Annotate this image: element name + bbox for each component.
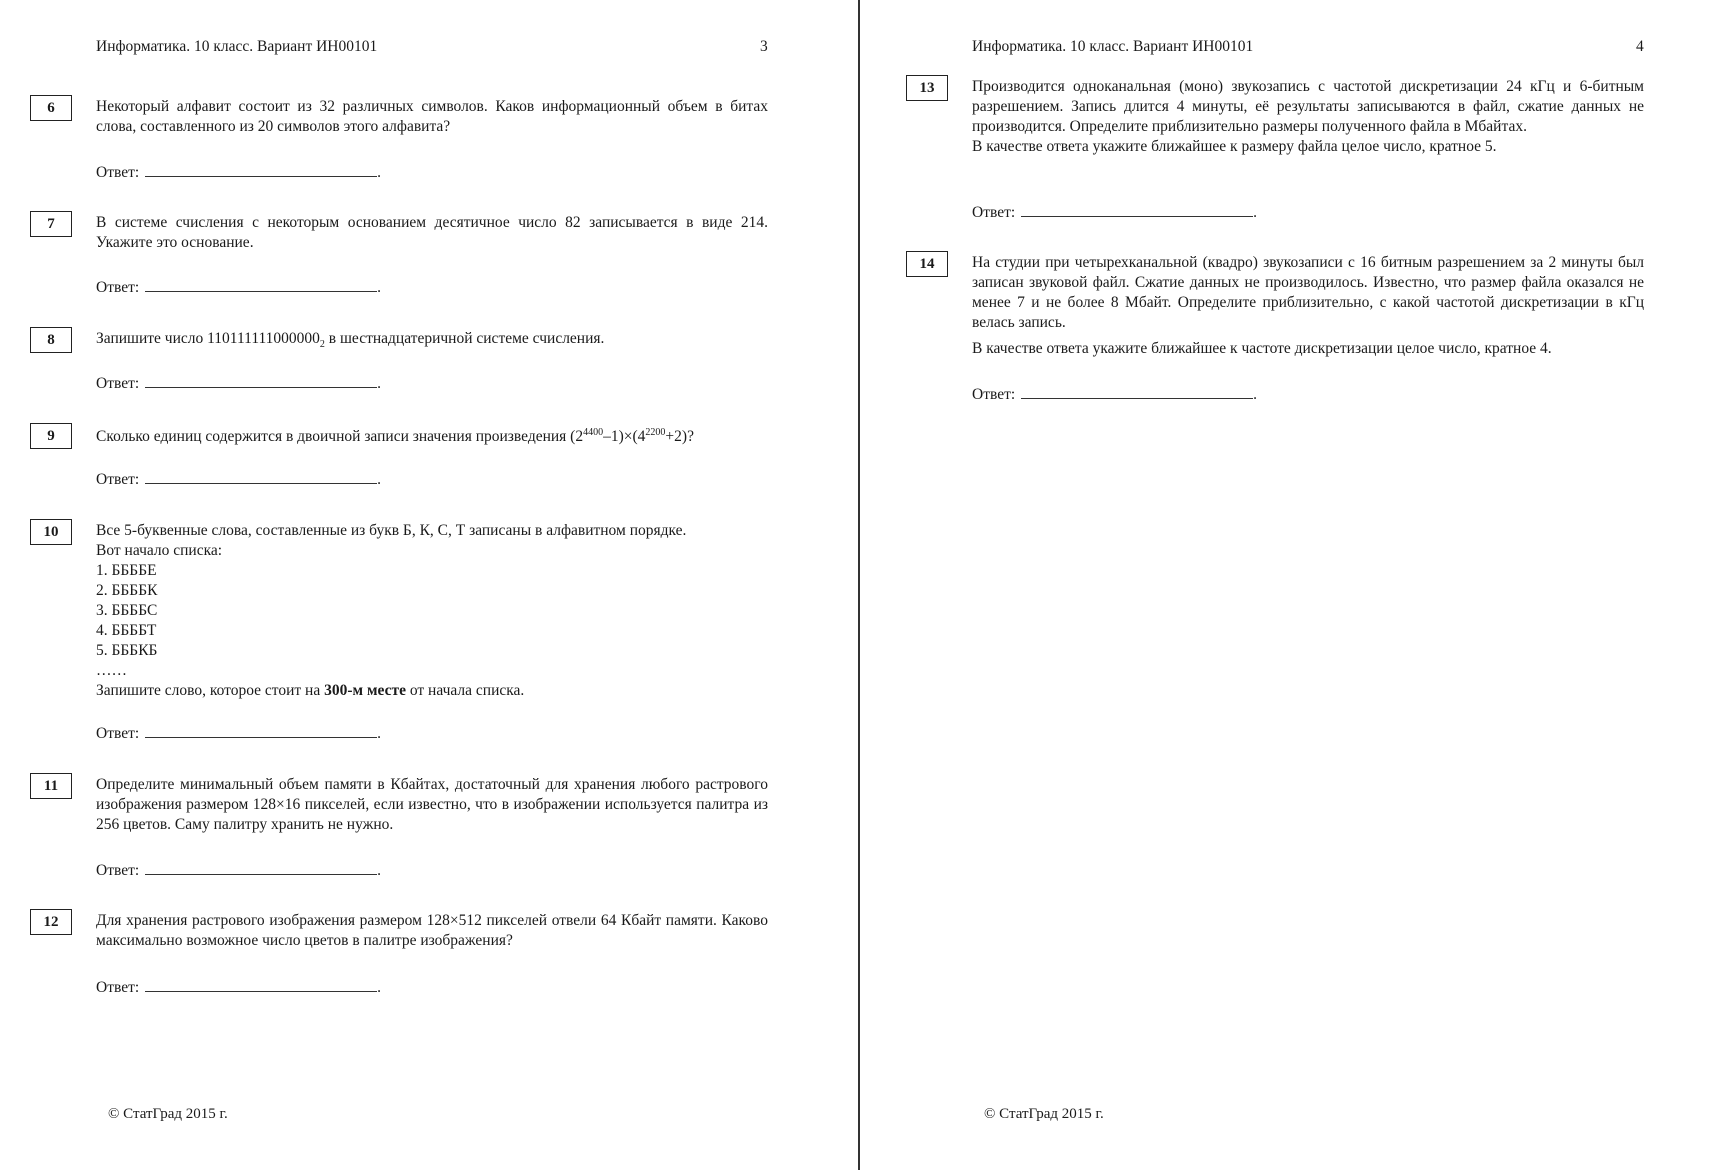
task-8-text: Запишите число $110111111000000_2$ в шестнадцатеричной системе счисления. (96, 330, 605, 351)
page-number: 3 (760, 38, 768, 55)
answer-row: Ответ: . (96, 862, 382, 879)
task-number: 7 (30, 211, 72, 237)
answer-row: Ответ: . (96, 164, 382, 181)
answer-label: Ответ: (972, 386, 1016, 403)
task-number: 6 (30, 95, 72, 121)
page-footer: © СтатГрад 2015 г. (984, 1106, 1104, 1122)
answer-field[interactable] (1021, 202, 1253, 217)
answer-row: Ответ: . (96, 725, 382, 742)
answer-field[interactable] (145, 162, 377, 177)
answer-field[interactable] (145, 723, 377, 738)
answer-row: Ответ: . (96, 375, 382, 392)
task-text (96, 213, 768, 253)
answer-field[interactable] (145, 373, 377, 388)
list-ellipsis: …… (96, 662, 127, 679)
task-number: 14 (906, 251, 948, 277)
answer-row: Ответ: . (96, 279, 382, 296)
answer-field[interactable] (145, 860, 377, 875)
task-13-text: Производится одноканальная (моно) звукозапись с частотой дискретизации 24 кГц и 6-битным разрешением. Запись длится 4 минуты, её результаты записываются в файл, сжатие данных не производится. Определите приблизительно размеры полученного файла в Мбайтах. (972, 78, 1644, 135)
task-number: 12 (30, 909, 72, 935)
list-item: 5. БББКБ (96, 642, 158, 659)
answer-row: Ответ: . (96, 471, 382, 488)
answer-label: Ответ: (96, 979, 140, 996)
answer-row: Ответ: . (972, 204, 1258, 221)
list-item: 3. ББББС (96, 602, 158, 619)
left-page (0, 0, 858, 1170)
page-number: 4 (1636, 38, 1644, 55)
task-number: 9 (30, 423, 72, 449)
list-item: 2. ББББК (96, 582, 158, 599)
answer-label: Ответ: (96, 375, 140, 392)
task-10-intro-2: Вот начало списка: (96, 542, 223, 559)
task-text (96, 521, 776, 701)
task-number: 8 (30, 327, 72, 353)
answer-field[interactable] (145, 977, 377, 992)
answer-label: Ответ: (96, 862, 140, 879)
task-text (972, 77, 1644, 157)
task-text (972, 253, 1644, 359)
list-item: 1. ББББЕ (96, 562, 157, 579)
task-14-text: На студии при четырехканальной (квадро) звукозаписи с 16 битным разрешением за 2 минуты был записан звуковой файл. Сжатие данных не производилось. Известно, что размер файла оказался не менее 7 и не более 8 Мбайт. Определите приблизительно, с какой частотой дискретизации в кГц велась запись. (972, 254, 1644, 331)
page-header: Информатика. 10 класс. Вариант ИН00101 (972, 38, 1254, 55)
task-text (96, 97, 768, 137)
answer-field[interactable] (1021, 384, 1253, 399)
answer-row: Ответ: . (972, 386, 1258, 403)
task-text (96, 329, 768, 355)
task-number: 11 (30, 773, 72, 799)
answer-field[interactable] (145, 277, 377, 292)
task-9-text: Сколько единиц содержится в двоичной записи значения произведения $(2^{4400}-1)\times(4^{2200}+2)$? (96, 427, 694, 446)
task-10-question: Запишите слово, которое стоит на 300-м месте от начала списка. (96, 682, 525, 699)
answer-label: Ответ: (96, 471, 140, 488)
task-text (96, 423, 776, 447)
right-page (860, 0, 1718, 1170)
answer-field[interactable] (145, 469, 377, 484)
page-footer: © СтатГрад 2015 г. (108, 1106, 228, 1122)
answer-label: Ответ: (96, 279, 140, 296)
task-text (96, 775, 768, 835)
task-number: 10 (30, 519, 72, 545)
task-11-text: Определите минимальный объем памяти в Кбайтах, достаточный для хранения любого растрового изображения размером 128×16 пикселей, если известно, что в изображении используется палитра из 256 цветов. Саму палитру хранить не нужно. (96, 776, 768, 833)
task-13-instruction: В качестве ответа укажите ближайшее к размеру файла целое число, кратное 5. (972, 138, 1497, 155)
answer-row: Ответ: . (96, 979, 382, 996)
page-header: Информатика. 10 класс. Вариант ИН00101 (96, 38, 378, 55)
task-number: 13 (906, 75, 948, 101)
task-text (96, 911, 768, 951)
answer-label: Ответ: (96, 725, 140, 742)
task-7-text: В системе счисления с некоторым основанием десятичное число 82 записывается в виде 214. Укажите это основание. (96, 214, 768, 251)
answer-label: Ответ: (96, 164, 140, 181)
task-12-text: Для хранения растрового изображения размером 128×512 пикселей отвели 64 Кбайт памяти. Каково максимально возможное число цветов в палитре изображения? (96, 912, 768, 949)
list-item: 4. ББББТ (96, 622, 157, 639)
task-6-text: Некоторый алфавит состоит из 32 различных символов. Каков информационный объем в битах слова, составленного из 20 символов этого алфавита? (96, 98, 768, 135)
task-10-intro: Все 5-буквенные слова, составленные из букв Б, К, С, Т записаны в алфавитном порядке. (96, 522, 687, 539)
task-14-instruction: В качестве ответа укажите ближайшее к частоте дискретизации целое число, кратное 4. (972, 340, 1552, 357)
answer-label: Ответ: (972, 204, 1016, 221)
